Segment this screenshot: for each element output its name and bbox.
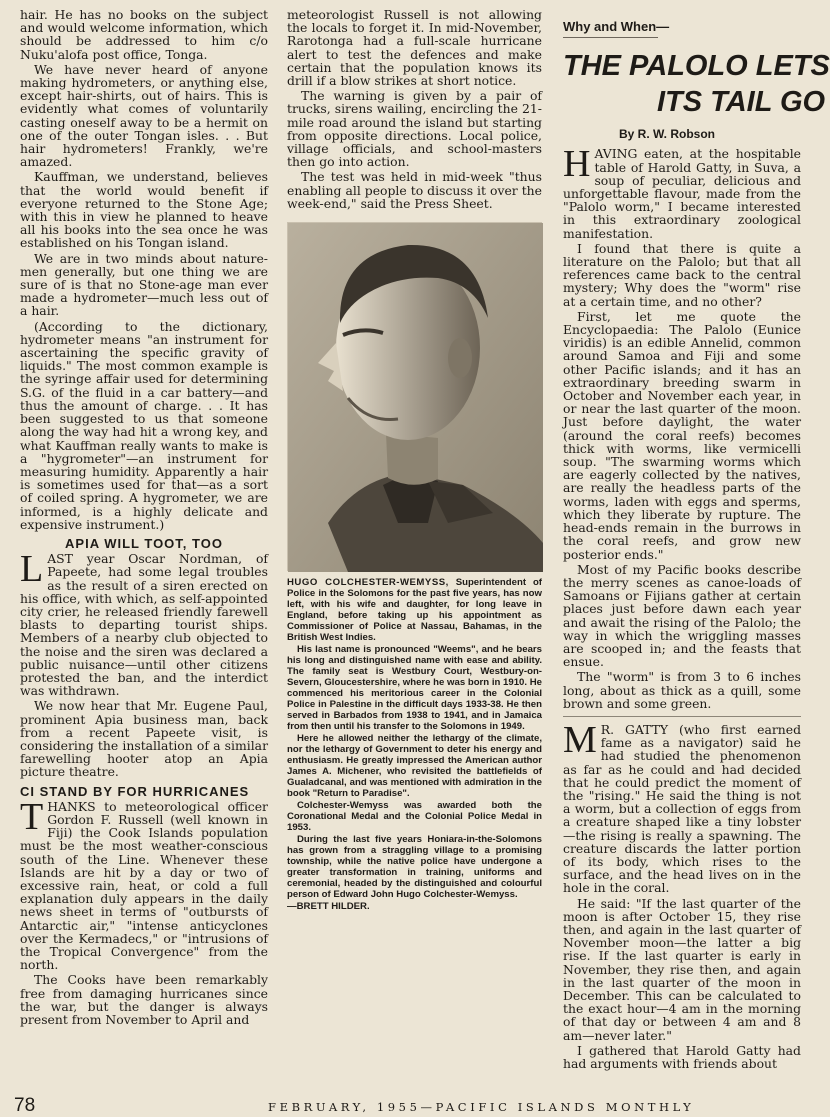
caption-paragraph: Colchester-Wemyss was awarded both the Coronational Medal and the Colonial Police Medal in 1953. (287, 800, 542, 834)
column-left (20, 8, 268, 1028)
column-middle (287, 8, 542, 912)
paragraph: meteorologist Russell is not allowing the locals to forget it. In mid-November, Rarotonga had a full-scale hurricane alert to test the defences and make certain that the population knows its drill if a blow strikes at short notice. (287, 7, 542, 89)
paragraph: Most of my Pacific books describe the merry scenes as canoe-loads of Samoans or Fijians gather at certain places just before dawn each year and await the rising of the Palolo; the way in which the wriggling masses are scooped in; and the feasts that ensue. (563, 561, 801, 670)
paragraph: The warning is given by a pair of trucks, sirens wailing, encircling the 21-mile road around the island but starting from opposite directions. Local police, village officials, and school-masters then go into action. (287, 88, 542, 170)
paragraph-text: AST year Oscar Nordman, of Papeete, had some legal troubles as the result of a siren erected on his office, with which, as self-appointed city crier, he released friendly farewell blasts to departing tourist ships. Members of a nearby club objected to the noise and the siren was declared a public nuisance—until other citizens protested the ban, and the interdict was withdrawn. (20, 551, 268, 699)
column-right (563, 8, 830, 1072)
paragraph: The test was held in mid-week "thus enabling all people to discuss it over the week-end," said the Press Sheet. (287, 169, 542, 211)
page-number: 78 (14, 1095, 36, 1116)
paragraph: Kauffman, we understand, believes that the world would benefit if everyone returned to the Stone Age; with this in view he planned to heave all his books into the sea once he was established on his Tongan island. (20, 169, 268, 251)
paragraph: We now hear that Mr. Eugene Paul, prominent Apia business man, back from a recent Papeete visit, is considering the installation of a similar farewelling hooter atop an Apia picture theatre. (20, 698, 268, 780)
drop-cap: H (563, 143, 591, 186)
article-hurricanes (20, 795, 268, 1028)
caption-paragraph: Here he allowed neither the lethargy of the climate, nor the lethargy of Government to deter his energy and enthusiasm. He greatly impressed the American author James A. Michener, who revisited the battlefields of Gualadcanal, and was mentioned with admiration in the book "Return to Paradise". (287, 733, 542, 800)
caption-paragraph: During the last five years Honiara-in-the-Solomons has grown from a straggling village to a promising township, while the native police have undergone a greater transformation in training, uniforms and ceremonial, headed by the distinguished and colourful person of Edward John Hugo Colchester-Wemyss. (287, 834, 542, 901)
article-title-line-2: ITS TAIL GO (657, 86, 826, 119)
paragraph: I found that there is quite a literature on the Palolo; but that all references came back to the central mystery; Why does the "worm" rise at a certain time, and no other? (563, 240, 801, 309)
caption-lead: HUGO COLCHESTER-WEMYSS, (287, 577, 449, 589)
portrait-photo (287, 222, 542, 571)
paragraph: He said: "If the last quarter of the moon is after October 15, they rise then, and again in the last quarter of November moon—the latter a big rise. If the last quarter is early in November, they rise then, and again in the last quarter of the moon in December. This can be calculated to the exact hour—4 am in the morning of that day or between 4 am and 8 am—never later." (563, 895, 801, 1043)
paragraph (563, 718, 801, 896)
article-palolo (563, 143, 801, 1072)
paragraph-text: R. GATTY (who first earned fame as a navigator) said he had studied the phenomenon as far as he could and had decided that he could predict the moment of the "rising." He said the thing is not a worm, but a collection of eggs from a creature shaped like a tiny lobster—the rising is really a spawning. The creature discards the latter portion of its body, which rises to the surface, and the head lives on in the hole in the coral. (563, 721, 801, 896)
portrait-illustration (288, 223, 543, 572)
paragraph: We have never heard of anyone making hydrometers, or anything else, except hair-shirts, out of hairs. This is evidently what comes of voluntarily casting oneself away to be a hermit on one of the outer Tongan isles. . . But hair hydrometers! Frankly, we're amazed. (20, 61, 268, 170)
article-byline: By R. W. Robson (619, 127, 715, 142)
article-kicker: Why and When— (563, 19, 670, 34)
article-title-line-1: THE PALOLO LETS (563, 50, 830, 83)
kicker-rule (563, 37, 658, 38)
paragraph: We are in two minds about nature-men generally, but one thing we are sure of is that no Stone-age man ever made a hydrometer—much less out of a hair. (20, 250, 268, 319)
caption-text: Superintendent of Police in the Solomons for the past five years, has now left, with his wife and daughter, for long leave in England, before taking up his appointment as Commissioner of Police at Nassau, Bahamas, in the British West Indies. (287, 577, 542, 644)
section-heading-hurricanes: CI STAND BY FOR HURRICANES (20, 783, 250, 799)
paragraph-text: HANKS to meteorological officer Gordon F. Russell (well known in Fiji) the Cook Islands population must be the most weather-conscious south of the Line. Whenever these Islands are hit by a day or two of excessive rain, heat, or cold a full explanation duly appears in the daily news sheet in terms of "outbursts of Antarctic air," "intense anticyclones over the Kermadecs," or "intrusions of the Tropical Convergence" from the north. (20, 798, 268, 973)
paragraph (20, 548, 268, 699)
article-apia (20, 548, 268, 780)
article-hurricanes-continued (287, 8, 542, 210)
paragraph: hair. He has no books on the subject and would welcome information, which should be addressed to him c/o Nuku'alofa post office, Tonga. (20, 7, 268, 62)
caption-paragraph (287, 577, 542, 643)
paragraph: The Cooks have been remarkably free from damaging hurricanes since the war, but the danger is always present from November to April and (20, 972, 268, 1028)
caption-paragraph: His last name is pronounced "Weems", and he bears his long and distinguished name with ease and ability. The family seat is Westbury Court, Westbury-on-Severn, Gloucestershire, where he was born in 1910. He commenced his meritorious career in the Colonial Police in Palestine in the difficult days 1933-38. He then served in Barbados from 1938 to 1941, and in Jamaica from then until his transfer to the Solomons in 1949. (287, 644, 542, 733)
caption-signature: —BRETT HILDER. (287, 901, 370, 913)
section-heading-apia: APIA WILL TOOT, TOO (65, 535, 223, 551)
paragraph: (According to the dictionary, hydrometer means "an instrument for ascertaining the specific gravity of liquids." The most common example is the syringe affair used for determining S.G. of the fluid in a car battery—and thus the amount of charge. . . It has been suggested to us that someone along the way had hit a wrong key, and what Kauffman really wants to make is a "hygrometer"—an instrument for measuring humidity. Apparently a hair is sometimes used for that—as a sort of coiled spring. A hygrometer, we are informed, is a highly delicate and expensive instrument.) (20, 318, 268, 532)
drop-cap: L (20, 548, 44, 591)
paragraph (563, 143, 801, 241)
drop-cap: M (563, 718, 597, 761)
paragraph-text: AVING eaten, at the hospitable table of Harold Gatty, in Suva, a soup of peculiar, delicious and unforgettable flavour, made from the "Palolo worm," I became interested in this extraordinary zoological manifestation. (563, 146, 801, 241)
paragraph (20, 795, 268, 973)
section-divider (563, 716, 801, 717)
article-continuation (20, 8, 268, 531)
paragraph: The "worm" is from 3 to 6 inches long, about as thick as a quill, some brown and some green. (563, 669, 801, 711)
drop-cap: T (20, 795, 44, 838)
paragraph: I gathered that Harold Gatty had had arguments with friends about (563, 1042, 801, 1072)
running-footer: FEBRUARY, 1955—PACIFIC ISLANDS MONTHLY (268, 1100, 695, 1114)
photo-caption (287, 577, 542, 912)
paragraph: First, let me quote the Encyclopaedia: The Palolo (Eunice viridis) is an edible Annelid, common around Samoa and Fiji and some other Pacific islands; and it has an extraordinary breeding swarm in October and November each year, in or near the last quarter of the moon. Just before daylight, the water (around the coral reefs) becomes thick with worms, like vermicelli soup. "The swarming worms which are eagerly collected by the natives, are really the headless parts of the worms, laden with eggs and sperms, which they liberate by rupture. The head-ends remain in the burrows in the coral reefs, and grow new posterior ends." (563, 308, 801, 562)
